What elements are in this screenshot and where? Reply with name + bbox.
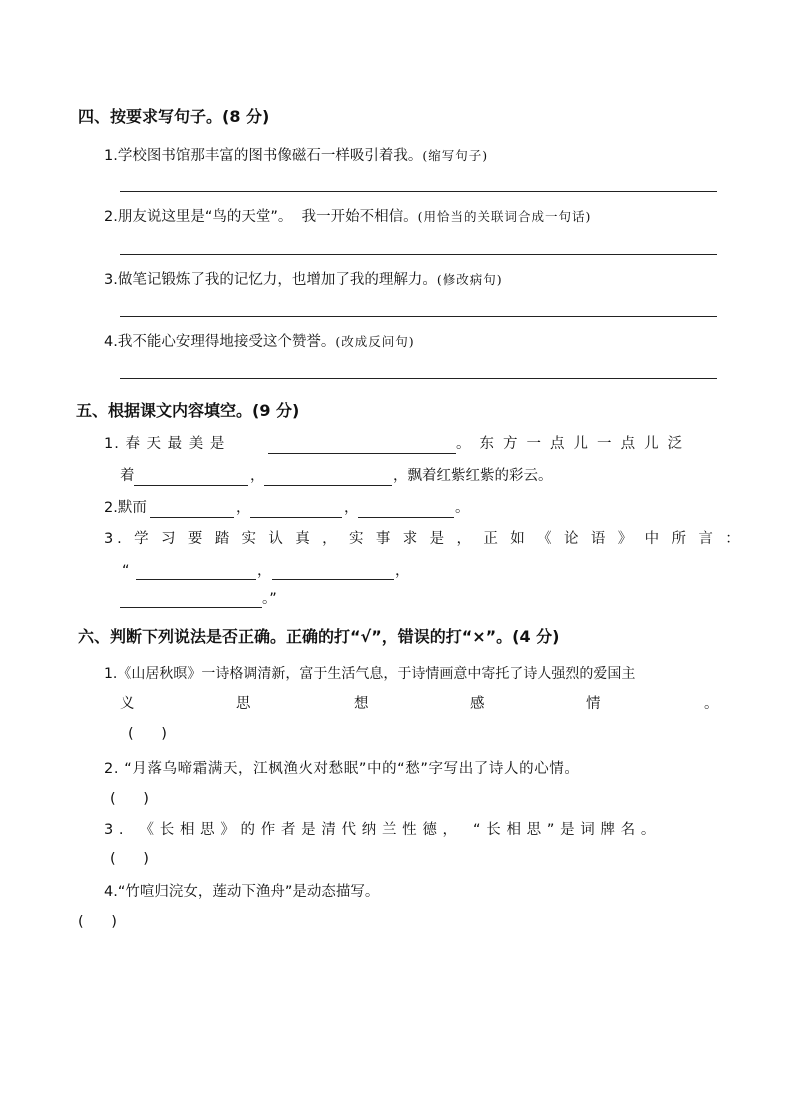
question-5-3-open-quote: “: [122, 563, 130, 579]
question-5-1-line2-start: 着: [120, 468, 135, 484]
question-6-4-text: 4.“竹喧归浣女，莲动下渔舟”是动态描写。: [104, 884, 380, 900]
question-5-1-comma: ，: [250, 468, 265, 484]
question-6-1-text: 1.《山居秋暝》一诗格调清新，富于生活气息，于诗情画意中寄托了诗人强烈的爱国主: [104, 666, 636, 682]
question-4-1-text: 1.学校图书馆那丰富的图书像磁石一样吸引着我。: [104, 148, 423, 164]
blank-5-1-c[interactable]: [264, 485, 392, 486]
tail-char: 。: [704, 696, 719, 712]
question-5-2-end: 。: [455, 500, 470, 516]
question-4-2: [104, 207, 591, 227]
question-5-2-comma-1: ，: [236, 500, 251, 516]
answer-line-4-2[interactable]: [120, 254, 717, 255]
question-4-1-note: (缩写句子): [422, 148, 489, 163]
section-6-title: 六、判断下列说法是否正确。正确的打“√”，错误的打“×”。(4 分): [78, 627, 560, 646]
blank-5-3-a[interactable]: [136, 579, 256, 580]
question-5-2-lead: 2.默而: [104, 500, 147, 516]
question-5-1-line2-end: ，飘着红紫红紫的彩云。: [393, 468, 553, 484]
tail-char: 感: [470, 696, 485, 712]
section-5-title: 五、根据课文内容填空。(9 分): [76, 401, 300, 420]
answer-line-4-4[interactable]: [120, 378, 717, 379]
section-4-title: 四、按要求写句子。(8 分): [78, 107, 270, 126]
answer-paren-6-4[interactable]: ( ): [78, 914, 117, 930]
blank-5-2-a[interactable]: [150, 517, 234, 518]
tail-char: 义: [120, 696, 135, 712]
question-6-3-text: 3. 《长相思》的作者是清代纳兰性德， “长相思”是词牌名。: [104, 822, 662, 838]
question-6-1-tail: [0, 694, 790, 714]
question-4-3: [104, 270, 503, 290]
question-6-2-text: 2. “月落乌啼霜满天，江枫渔火对愁眠”中的“愁”字写出了诗人的心情。: [104, 761, 580, 777]
blank-5-3-b[interactable]: [272, 579, 394, 580]
answer-paren-6-1[interactable]: ( ): [128, 726, 167, 742]
question-4-2-text: 2.朋友说这里是“鸟的天堂”。 我一开始不相信。: [104, 209, 418, 225]
question-5-1-mid: 。 东 方 一 点 儿 一 点 儿 泛: [456, 436, 685, 452]
tail-char: 情: [586, 696, 601, 712]
question-5-3-end: 。”: [262, 591, 277, 607]
tail-char: 思: [236, 696, 251, 712]
question-4-3-note: (修改病句): [436, 272, 503, 287]
question-4-2-note: (用恰当的关联词合成一句话): [417, 209, 592, 224]
question-4-3-text: 3.做笔记锻炼了我的记忆力，也增加了我的理解力。: [104, 272, 437, 288]
blank-5-3-c[interactable]: [120, 607, 262, 608]
question-5-1-lead: 1. 春 天 最 美 是: [104, 436, 226, 452]
blank-5-2-c[interactable]: [358, 517, 454, 518]
question-4-1: [104, 146, 488, 166]
blank-5-2-b[interactable]: [250, 517, 342, 518]
answer-paren-6-2[interactable]: ( ): [110, 791, 149, 807]
question-5-3-comma-2: ，: [395, 563, 410, 579]
answer-line-4-1[interactable]: [120, 191, 717, 192]
question-4-4: [104, 332, 415, 352]
question-4-4-text: 4.我不能心安理得地接受这个赞誉。: [104, 334, 336, 350]
blank-5-1-a[interactable]: [268, 453, 456, 454]
tail-char: 想: [354, 696, 369, 712]
question-4-4-note: (改成反问句): [335, 334, 415, 349]
question-5-3-comma: ，: [257, 563, 272, 579]
question-5-3-lead: 3. 学 习 要 踏 实 认 真 ， 实 事 求 是 ， 正 如 《 论 语 》 中 所 言 ：: [104, 531, 744, 547]
question-5-2-comma-2: ，: [344, 500, 359, 516]
answer-line-4-3[interactable]: [120, 316, 717, 317]
blank-5-1-b[interactable]: [134, 485, 248, 486]
answer-paren-6-3[interactable]: ( ): [110, 851, 149, 867]
